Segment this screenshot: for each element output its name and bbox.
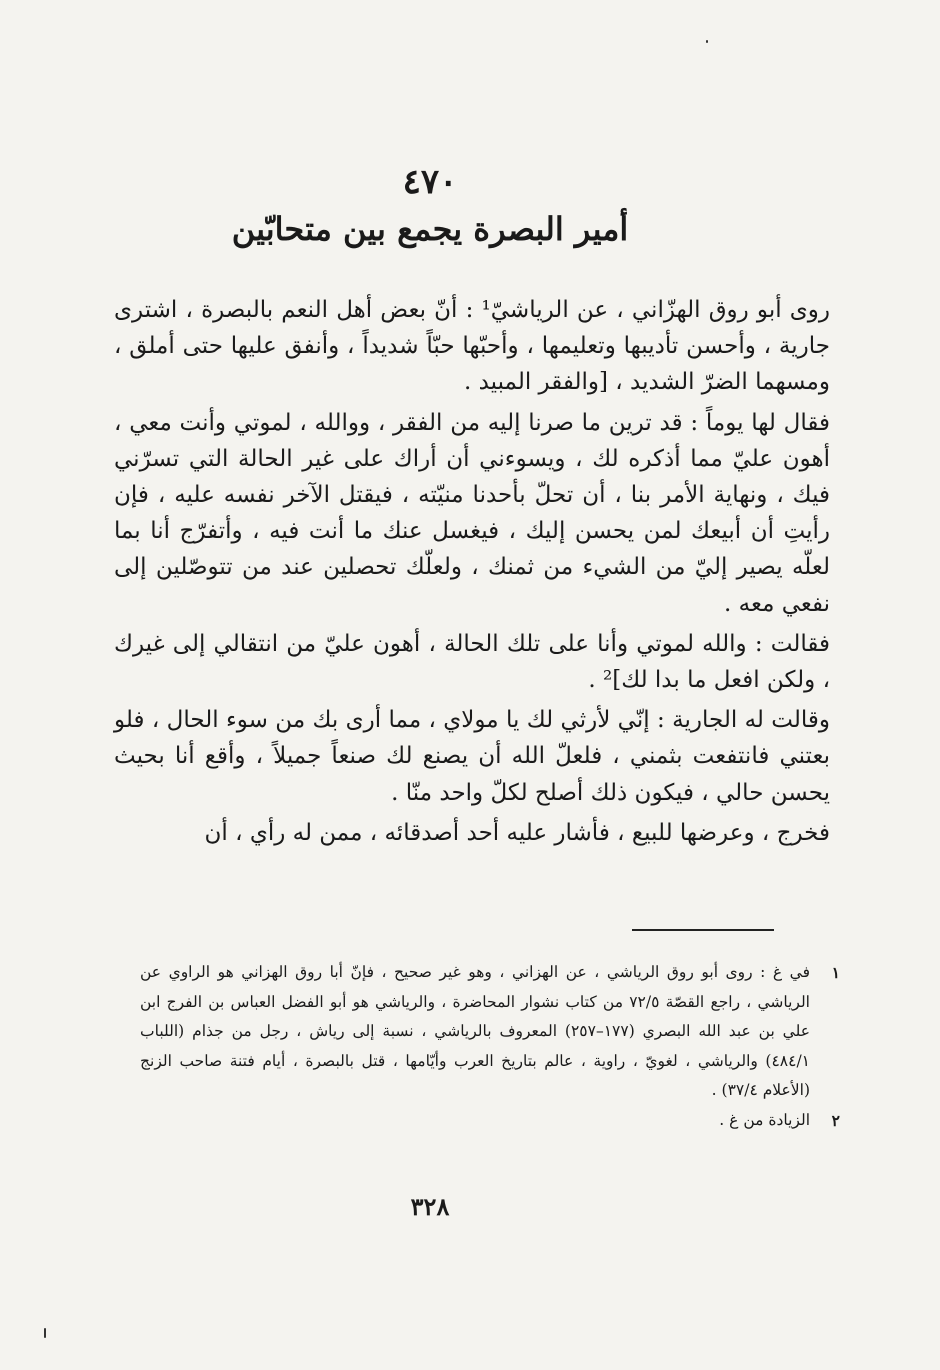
footnote-2 — [140, 1106, 840, 1136]
paragraph-1: روى أبو روق الهزّاني ، عن الرياشيّ¹ : أنّ بعض أهل النعم بالبصرة ، اشترى جارية ، وأحسن تأديبها وتعليمها ، وأحبّها حبّاً شديداً ، وأنفق عليها حتى أملق ، ومسهما الضرّ الشديد ، [والفقر المبيد . — [114, 297, 830, 396]
footnote-number: ٢ — [831, 1110, 840, 1130]
page-number: ٣٢٨ — [410, 1192, 450, 1221]
footnote-text: الزيادة من غ . — [719, 1110, 810, 1129]
paragraph-2: فقال لها يوماً : قد ترين ما صرنا إليه من الفقر ، ووالله ، لموتي وأنت معي ، أهون عليّ مما أذكره لك ، ويسوءني أن أراك على غير الحالة التي تسرّني فيك ، ونهاية الأمر بنا ، أن تحلّ بأحدنا منيّته ، فيقتل الآخر نفسه عليه ، فإن رأيتِ أن أبيعك لمن يحسن إليك ، فيغسل عنك ما أنت فيه ، وأتفرّج أنا بما لعلّه يصير إليّ من الشيء من ثمنك ، ولعلّك تحصلين عند من تتوصّلين إلى نفعي معه . — [114, 409, 830, 617]
footnotes — [140, 958, 840, 1135]
story-number: ٤٧٠ — [402, 162, 458, 202]
scan-speck — [44, 1328, 46, 1338]
story-body — [114, 292, 830, 851]
paragraph-5: فخرج ، وعرضها للبيع ، فأشار عليه أحد أصدقائه ، ممن له رأي ، أن — [204, 819, 830, 846]
footnote-number: ١ — [831, 963, 840, 982]
paragraph-4: وقالت له الجارية : إنّي لأرثي لك يا مولاي ، مما أرى بك من سوء الحال ، فلو بعتني فانتفعت بثمني ، فلعلّ الله أن يصنع لك صنعاً جميلاً ، وأقع أنا بحيث يحسن حالي ، فيكون ذلك أصلح لكلّ واحد منّا . — [114, 707, 830, 806]
paragraph-3: فقالت : والله لموتي وأنا على تلك الحالة ، أهون عليّ من انتقالي إلى غيرك ، ولكن افعل ما بدا لك]² . — [114, 630, 830, 694]
footnote-text: في غ : روى أبو روق الرياشي ، عن الهزاني ، وهو غير صحيح ، فإنّ أبا روق الهزاني هو الراوي عن الرياشي ، راجع القصّة ٧٢/٥ من كتاب نشوار المحاضرة ، والرياشي هو أبو الفضل العباس بن الفرج ابن علي بن عبد الله البصري (١٧٧–٢٥٧) المعروف بالرياشي ، نسبة إلى رياش ، رجل من جذام (اللباب ٤٨٤/١) والرياشي ، لغويّ ، راوية ، عالم بتاريخ العرب وأيّامها ، قتل بالبصرة ، أيام فتنة صاحب الزنج (الأعلام ٣٧/٤) . — [140, 963, 810, 1099]
footnote-1 — [140, 958, 840, 1106]
scan-speck — [706, 40, 708, 43]
story-title: أمير البصرة يجمع بين متحابّين — [231, 210, 629, 248]
footnote-divider — [632, 929, 774, 931]
